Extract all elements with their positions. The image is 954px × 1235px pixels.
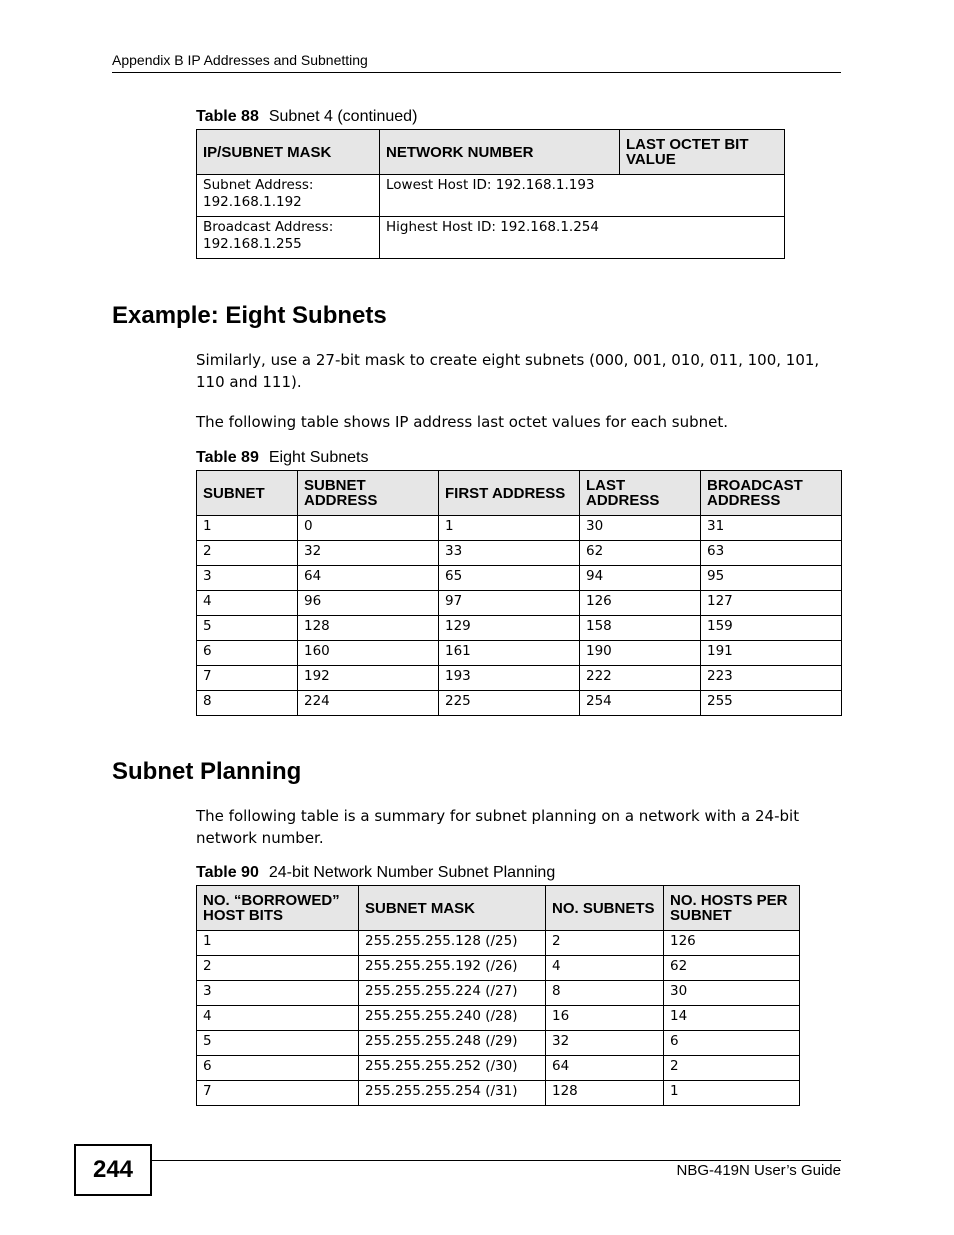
table-cell: 223: [701, 666, 842, 691]
table-row: [197, 516, 842, 541]
table-89: [196, 470, 842, 716]
running-header: Appendix B IP Addresses and Subnetting: [112, 52, 841, 73]
table-cell: 32: [546, 1031, 664, 1056]
paragraph: The following table shows IP address last octet values for each subnet.: [196, 413, 729, 431]
table-cell: 255.255.255.248 (/29): [359, 1031, 546, 1056]
table-cell: 3: [197, 566, 298, 591]
table-cell: 30: [664, 981, 800, 1006]
column-header: NO. “BORROWED” HOST BITS: [197, 886, 359, 931]
table-cell: 64: [298, 566, 439, 591]
table-cell: 5: [197, 1031, 359, 1056]
table-cell: 2: [664, 1056, 800, 1081]
table-89-title: Eight Subnets: [268, 449, 369, 466]
table-cell: 161: [439, 641, 580, 666]
table-cell: 255.255.255.240 (/28): [359, 1006, 546, 1031]
table-88-label: Table 88: [196, 108, 259, 125]
table-cell: 126: [664, 931, 800, 956]
table-cell: 3: [197, 981, 359, 1006]
table-cell: 193: [439, 666, 580, 691]
table-89-caption: [196, 449, 368, 467]
column-header: FIRST ADDRESS: [439, 471, 580, 516]
footer-guide-title: NBG-419N User’s Guide: [676, 1162, 841, 1179]
table-cell: 31: [701, 516, 842, 541]
table-row: [197, 956, 800, 981]
table-row: [197, 175, 785, 217]
table-90-title: 24-bit Network Number Subnet Planning: [268, 864, 556, 881]
table-cell: 4: [546, 956, 664, 981]
table-cell: 6: [197, 1056, 359, 1081]
table-cell: 63: [701, 541, 842, 566]
table-cell: 96: [298, 591, 439, 616]
table-cell: 159: [701, 616, 842, 641]
table-cell: 62: [580, 541, 701, 566]
table-cell: 129: [439, 616, 580, 641]
table-header-row: [197, 471, 842, 516]
table-cell: 160: [298, 641, 439, 666]
table-cell: 1: [197, 931, 359, 956]
column-header: NETWORK NUMBER: [380, 130, 620, 175]
paragraph: The following table is a summary for subnet planning on a network with a 24-bit network number.: [196, 807, 800, 847]
table-row: [197, 666, 842, 691]
table-cell: 2: [197, 956, 359, 981]
table-cell: 191: [701, 641, 842, 666]
table-90-label: Table 90: [196, 864, 259, 881]
table-cell: 7: [197, 1081, 359, 1106]
table-cell: 254: [580, 691, 701, 716]
table-row: [197, 641, 842, 666]
table-88-title: Subnet 4 (continued): [268, 108, 418, 125]
table-cell: 1: [197, 516, 298, 541]
table-cell: 255.255.255.254 (/31): [359, 1081, 546, 1106]
paragraph: Similarly, use a 27-bit mask to create eight subnets (000, 001, 010, 011, 100, 101, 110 and 111).: [196, 351, 820, 391]
table-cell: 255.255.255.224 (/27): [359, 981, 546, 1006]
table-row: [197, 981, 800, 1006]
column-header: LAST ADDRESS: [580, 471, 701, 516]
table-row: [197, 1081, 800, 1106]
footer-rule: [152, 1160, 841, 1161]
column-header: NO. HOSTS PER SUBNET: [664, 886, 800, 931]
table-row: [197, 217, 785, 259]
table-cell: 4: [197, 591, 298, 616]
table-cell: Lowest Host ID: 192.168.1.193: [380, 175, 785, 217]
table-cell: 33: [439, 541, 580, 566]
table-cell: 255: [701, 691, 842, 716]
column-header: SUBNET: [197, 471, 298, 516]
table-header-row: [197, 886, 800, 931]
table-89-label: Table 89: [196, 449, 259, 466]
table-cell: Broadcast Address: 192.168.1.255: [197, 217, 380, 259]
table-row: [197, 1056, 800, 1081]
column-header: SUBNET ADDRESS: [298, 471, 439, 516]
table-cell: 62: [664, 956, 800, 981]
table-row: [197, 1031, 800, 1056]
table-cell: 94: [580, 566, 701, 591]
table-cell: 97: [439, 591, 580, 616]
table-cell: 2: [546, 931, 664, 956]
table-cell: 158: [580, 616, 701, 641]
table-cell: 6: [664, 1031, 800, 1056]
column-header: BROADCAST ADDRESS: [701, 471, 842, 516]
table-cell: 225: [439, 691, 580, 716]
table-cell: 224: [298, 691, 439, 716]
table-cell: 192: [298, 666, 439, 691]
table-cell: 1: [439, 516, 580, 541]
table-cell: 64: [546, 1056, 664, 1081]
column-header: LAST OCTET BIT VALUE: [620, 130, 785, 175]
column-header: SUBNET MASK: [359, 886, 546, 931]
table-cell: 8: [546, 981, 664, 1006]
table-row: [197, 566, 842, 591]
table-90-caption: [196, 864, 555, 882]
page-number: 244: [74, 1144, 152, 1196]
column-header: NO. SUBNETS: [546, 886, 664, 931]
table-88: [196, 129, 785, 259]
table-88-caption: [196, 108, 417, 126]
table-cell: 128: [298, 616, 439, 641]
table-90: [196, 885, 800, 1106]
table-row: [197, 931, 800, 956]
table-cell: Highest Host ID: 192.168.1.254: [380, 217, 785, 259]
table-cell: 95: [701, 566, 842, 591]
table-cell: 7: [197, 666, 298, 691]
table-row: [197, 616, 842, 641]
table-row: [197, 691, 842, 716]
table-cell: 127: [701, 591, 842, 616]
table-header-row: [197, 130, 785, 175]
table-cell: 222: [580, 666, 701, 691]
table-cell: 6: [197, 641, 298, 666]
table-cell: 255.255.255.128 (/25): [359, 931, 546, 956]
table-cell: 1: [664, 1081, 800, 1106]
table-cell: 190: [580, 641, 701, 666]
table-cell: 30: [580, 516, 701, 541]
table-cell: 32: [298, 541, 439, 566]
table-cell: 255.255.255.192 (/26): [359, 956, 546, 981]
table-cell: 65: [439, 566, 580, 591]
section-heading-eight-subnets: Example: Eight Subnets: [112, 302, 387, 329]
column-header: IP/SUBNET MASK: [197, 130, 380, 175]
table-row: [197, 1006, 800, 1031]
table-cell: 16: [546, 1006, 664, 1031]
table-row: [197, 591, 842, 616]
table-cell: 4: [197, 1006, 359, 1031]
table-cell: 8: [197, 691, 298, 716]
section-heading-subnet-planning: Subnet Planning: [112, 758, 302, 785]
table-cell: 5: [197, 616, 298, 641]
table-cell: 126: [580, 591, 701, 616]
table-cell: Subnet Address: 192.168.1.192: [197, 175, 380, 217]
table-row: [197, 541, 842, 566]
table-cell: 14: [664, 1006, 800, 1031]
table-cell: 2: [197, 541, 298, 566]
table-cell: 0: [298, 516, 439, 541]
table-cell: 128: [546, 1081, 664, 1106]
table-cell: 255.255.255.252 (/30): [359, 1056, 546, 1081]
